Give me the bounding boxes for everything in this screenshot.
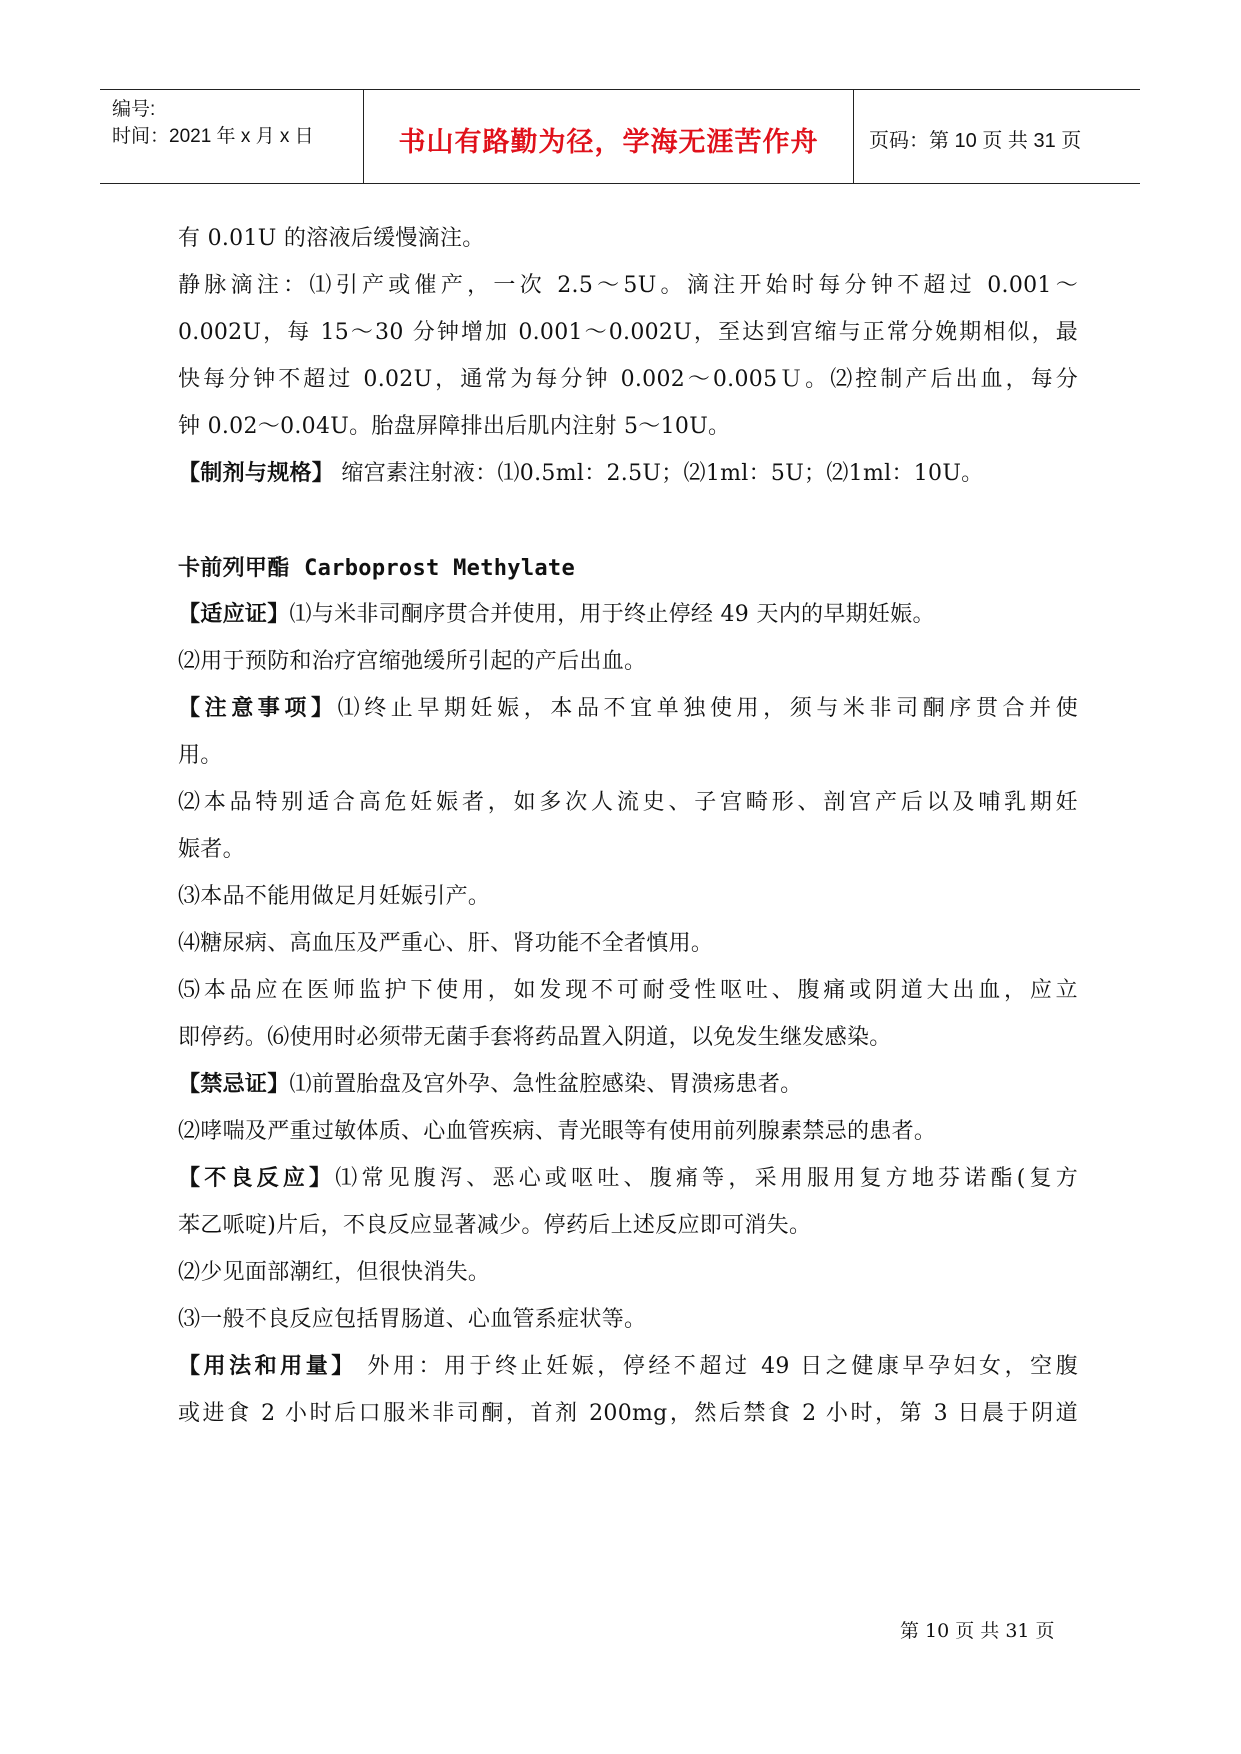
- body-line: 静脉滴注：⑴引产或催产，一次 2.5～5U。滴注开始时每分钟不超过 0.001～: [178, 273, 1078, 298]
- document-header: [100, 89, 1140, 184]
- body-line: 有 0.01U 的溶液后缓慢滴注。: [178, 226, 485, 251]
- body-line: ⑵哮喘及严重过敏体质、心血管疾病、青光眼等有使用前列腺素禁忌的患者。: [178, 1119, 937, 1144]
- header-motto-cell: [364, 90, 854, 183]
- section-heading: 【禁忌证】: [178, 1072, 290, 1097]
- body-line: 苯乙哌啶)片后，不良反应显著减少。停药后上述反应即可消失。: [178, 1213, 812, 1238]
- body-line: ⑵本品特别适合高危妊娠者，如多次人流史、子宫畸形、剖宫产后以及哺乳期妊: [178, 790, 1078, 815]
- page-footer: 第 10 页 共 31 页: [900, 1620, 1055, 1642]
- section-text: 缩宫素注射液：⑴0.5ml：2.5U；⑵1ml：5U；⑵1ml：10U。: [334, 461, 984, 486]
- body-line: 用。: [178, 743, 223, 768]
- body-line: ⑵用于预防和治疗宫缩弛缓所引起的产后出血。: [178, 649, 647, 674]
- document-date-label: 时间：2021 年 x 月 x 日: [112, 126, 314, 147]
- section-dosage-form: [178, 459, 1078, 489]
- body-line: 娠者。: [178, 837, 245, 862]
- section-text: ⑴与米非司酮序贯合并使用，用于终止停经 49 天内的早期妊娠。: [289, 602, 935, 627]
- section-text: ⑴前置胎盘及宫外孕、急性盆腔感染、胃溃疡患者。: [289, 1072, 803, 1097]
- section-heading: 【适应证】: [178, 602, 290, 627]
- section-heading: 【用法和用量】: [178, 1354, 357, 1379]
- section-text: ⑴常见腹泻、恶心或呕吐、腹痛等，采用服用复方地芬诺酯(复方: [335, 1166, 1078, 1191]
- body-line: ⑶本品不能用做足月妊娠引产。: [178, 884, 491, 909]
- section-heading: 【注意事项】: [178, 696, 338, 721]
- drug-title-line: [178, 554, 1078, 584]
- header-meta-cell: [100, 90, 364, 183]
- drug-title-english: Carboprost Methylate: [304, 556, 576, 581]
- section-text: ⑴终止早期妊娠，本品不宜单独使用，须与米非司酮序贯合并使: [337, 696, 1078, 721]
- section-heading: 【制剂与规格】: [178, 461, 335, 486]
- body-line: 0.002U，每 15～30 分钟增加 0.001～0.002U，至达到宫缩与正常分娩期相似，最: [178, 320, 1078, 345]
- body-line: ⑶一般不良反应包括胃肠道、心血管系症状等。: [178, 1307, 647, 1332]
- body-line: ⑵少见面部潮红，但很快消失。: [178, 1260, 491, 1285]
- body-line: 快每分钟不超过 0.02U，通常为每分钟 0.002～0.005Ｕ。⑵控制产后出血，每分: [178, 367, 1078, 392]
- body-line: ⑸本品应在医师监护下使用，如发现不可耐受性呕吐、腹痛或阴道大出血，应立: [178, 978, 1078, 1003]
- header-motto: 书山有路勤为径，学海无涯苦作舟: [398, 127, 819, 157]
- section-contraindications: [178, 1070, 1078, 1100]
- header-page-cell: [855, 90, 1140, 183]
- section-heading: 【不良反应】: [178, 1166, 336, 1191]
- document-number-label: 编号:: [112, 99, 156, 120]
- section-indications: [178, 600, 1078, 630]
- header-page-code: 页码：第 10 页 共 31 页: [869, 130, 1082, 152]
- drug-title: 卡前列甲酯: [178, 556, 290, 581]
- section-text: 外用：用于终止妊娠，停经不超过 49 日之健康早孕妇女，空腹: [356, 1354, 1078, 1379]
- body-line: 或进食 2 小时后口服米非司酮，首剂 200mg，然后禁食 2 小时，第 3 日晨于阴道: [178, 1401, 1078, 1426]
- section-precautions: [178, 694, 1078, 724]
- body-line: 钟 0.02～0.04U。胎盘屏障排出后肌内注射 5～10U。: [178, 414, 731, 439]
- body-line: 即停药。⑹使用时必须带无菌手套将药品置入阴道，以免发生继发感染。: [178, 1025, 892, 1050]
- section-usage-dosage: [178, 1352, 1078, 1382]
- body-line: ⑷糖尿病、高血压及严重心、肝、肾功能不全者慎用。: [178, 931, 714, 956]
- section-adverse-reactions: [178, 1164, 1078, 1194]
